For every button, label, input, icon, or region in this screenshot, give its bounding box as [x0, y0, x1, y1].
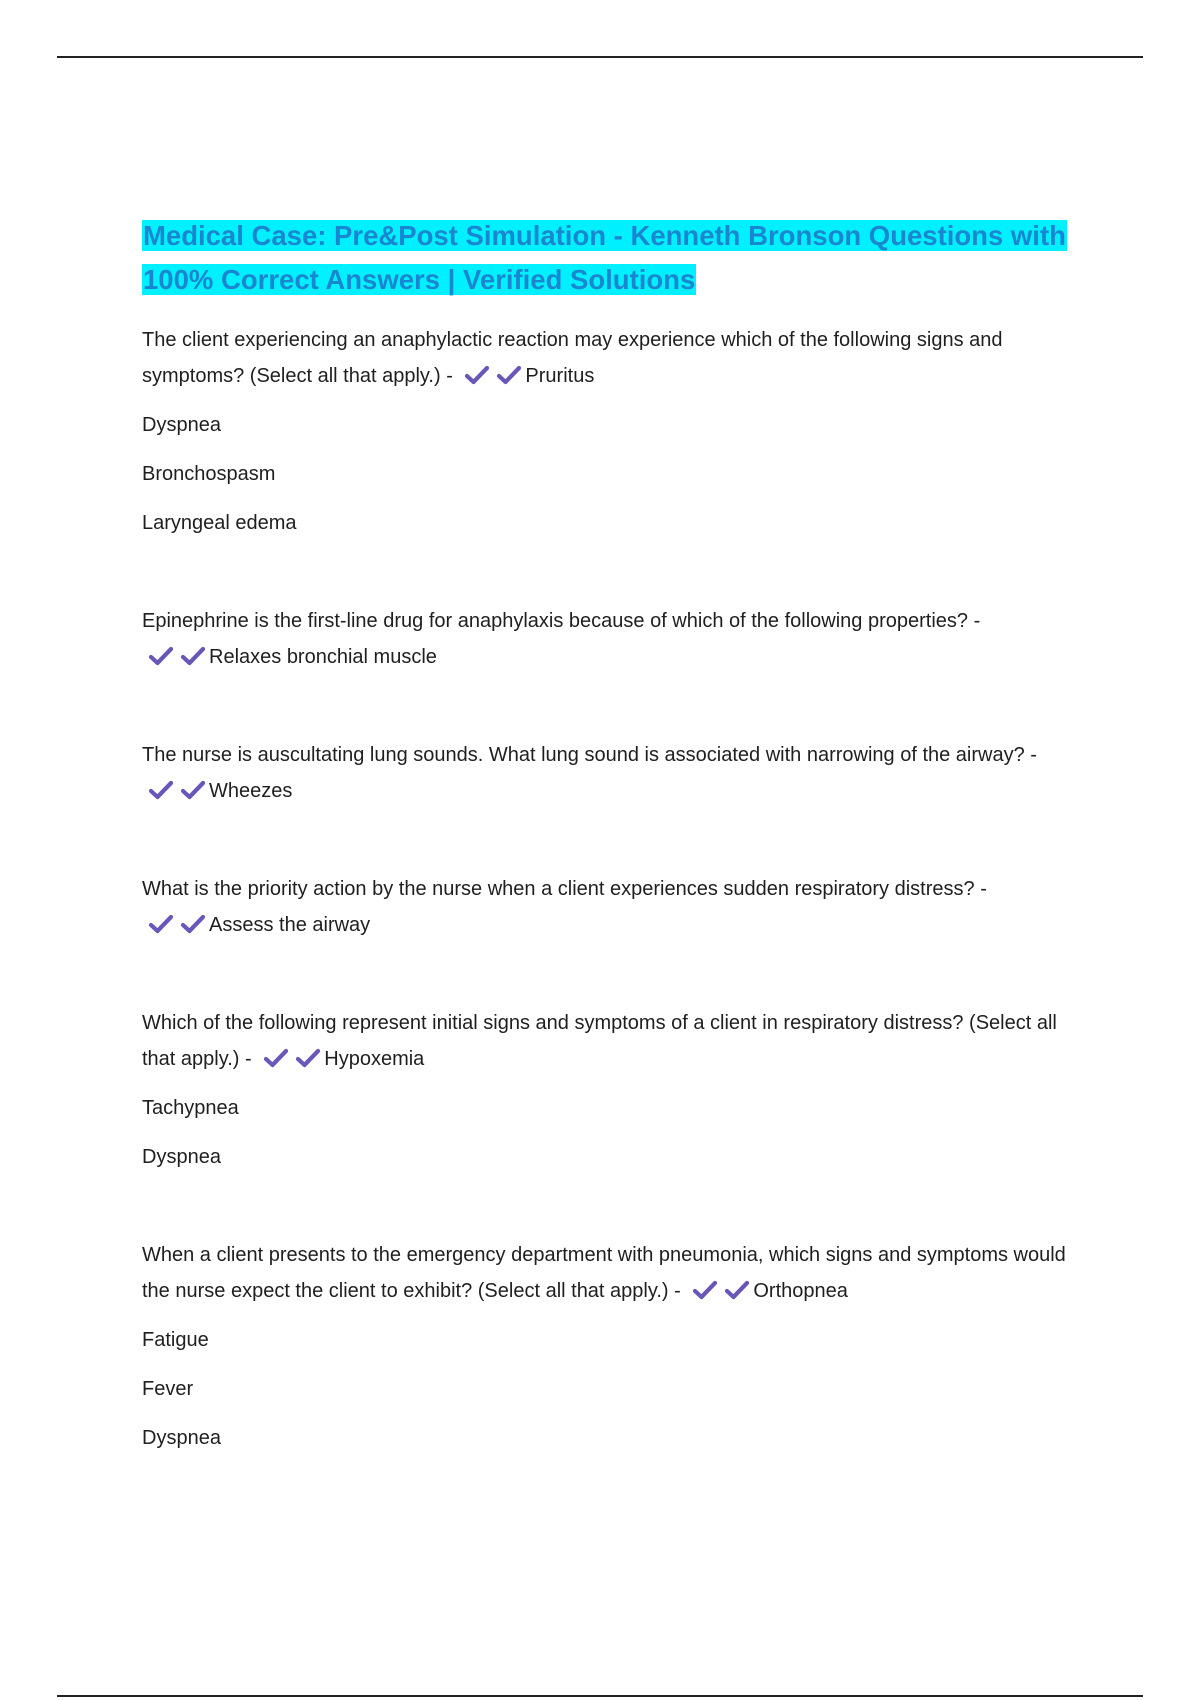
answer-marker: [458, 358, 594, 394]
question-label: When a client presents to the emergency department with pneumonia, which signs and symptoms would the nurse expect the client to exhibit? (Select all that apply.) -: [142, 1244, 1066, 1302]
answer-text: Assess the airway: [209, 914, 371, 936]
checkmark-icon: [180, 780, 206, 800]
checkmark-icon: [148, 646, 174, 666]
checkmark-icon: [724, 1280, 750, 1300]
answer-text: Hypoxemia: [324, 1048, 425, 1070]
checkmark-icon: [148, 780, 174, 800]
checkmark-icon: [295, 1048, 321, 1068]
answer-option: Fatigue: [142, 1329, 209, 1351]
question-label: Which of the following represent initial signs and symptoms of a client in respiratory distress? (Select all that apply.) -: [142, 1012, 1057, 1070]
answer-text: Orthopnea: [753, 1280, 848, 1302]
document-body: [142, 214, 1072, 1456]
question-label: The client experiencing an anaphylactic reaction may experience which of the following signs and symptoms? (Select all that apply.) -: [142, 329, 1003, 387]
question-block: [142, 1237, 1072, 1456]
answer-marker: [142, 773, 292, 809]
question-block: [142, 322, 1072, 541]
question-block: [142, 871, 1072, 943]
question-text: [142, 1005, 1072, 1077]
question-text: [142, 603, 1072, 675]
question-spacer: [142, 675, 1072, 737]
question-spacer: [142, 541, 1072, 603]
answer-option: Dyspnea: [142, 1146, 221, 1168]
question-label: Epinephrine is the first-line drug for anaphylaxis because of which of the following properties? -: [142, 610, 981, 632]
checkmark-icon: [180, 914, 206, 934]
question-text: [142, 871, 1072, 943]
answer-option: Laryngeal edema: [142, 512, 297, 534]
answer-option: Tachypnea: [142, 1097, 239, 1119]
checkmark-icon: [496, 365, 522, 385]
question-block: [142, 737, 1072, 809]
answer-marker: [686, 1273, 848, 1309]
top-rule: [57, 56, 1143, 58]
answer-text: Relaxes bronchial muscle: [209, 646, 437, 668]
checkmark-icon: [148, 914, 174, 934]
question-spacer: [142, 809, 1072, 871]
question-text: [142, 322, 1072, 394]
question-block: [142, 1005, 1072, 1175]
document-title: [142, 214, 1072, 302]
answer-option: Dyspnea: [142, 1427, 221, 1449]
question-list: [142, 322, 1072, 1456]
answer-option: Fever: [142, 1378, 194, 1400]
question-text: [142, 1237, 1072, 1309]
question-spacer: [142, 943, 1072, 1005]
checkmark-icon: [263, 1048, 289, 1068]
answer-marker: [142, 907, 370, 943]
question-text: [142, 737, 1072, 809]
answer-marker: [142, 639, 437, 675]
question-spacer: [142, 1175, 1072, 1237]
answer-marker: [257, 1041, 424, 1077]
answer-option: Dyspnea: [142, 414, 221, 436]
bottom-rule: [57, 1695, 1143, 1697]
question-block: [142, 603, 1072, 675]
checkmark-icon: [180, 646, 206, 666]
checkmark-icon: [464, 365, 490, 385]
answer-text: Wheezes: [209, 780, 293, 802]
question-label: What is the priority action by the nurse when a client experiences sudden respiratory distress? -: [142, 878, 987, 900]
answer-option: Bronchospasm: [142, 463, 276, 485]
title-text: Medical Case: Pre&Post Simulation - Kenneth Bronson Questions with 100% Correct Answers | Verified Solutions: [143, 220, 1066, 295]
answer-text: Pruritus: [525, 365, 595, 387]
question-label: The nurse is auscultating lung sounds. What lung sound is associated with narrowing of the airway? -: [142, 744, 1037, 766]
checkmark-icon: [692, 1280, 718, 1300]
